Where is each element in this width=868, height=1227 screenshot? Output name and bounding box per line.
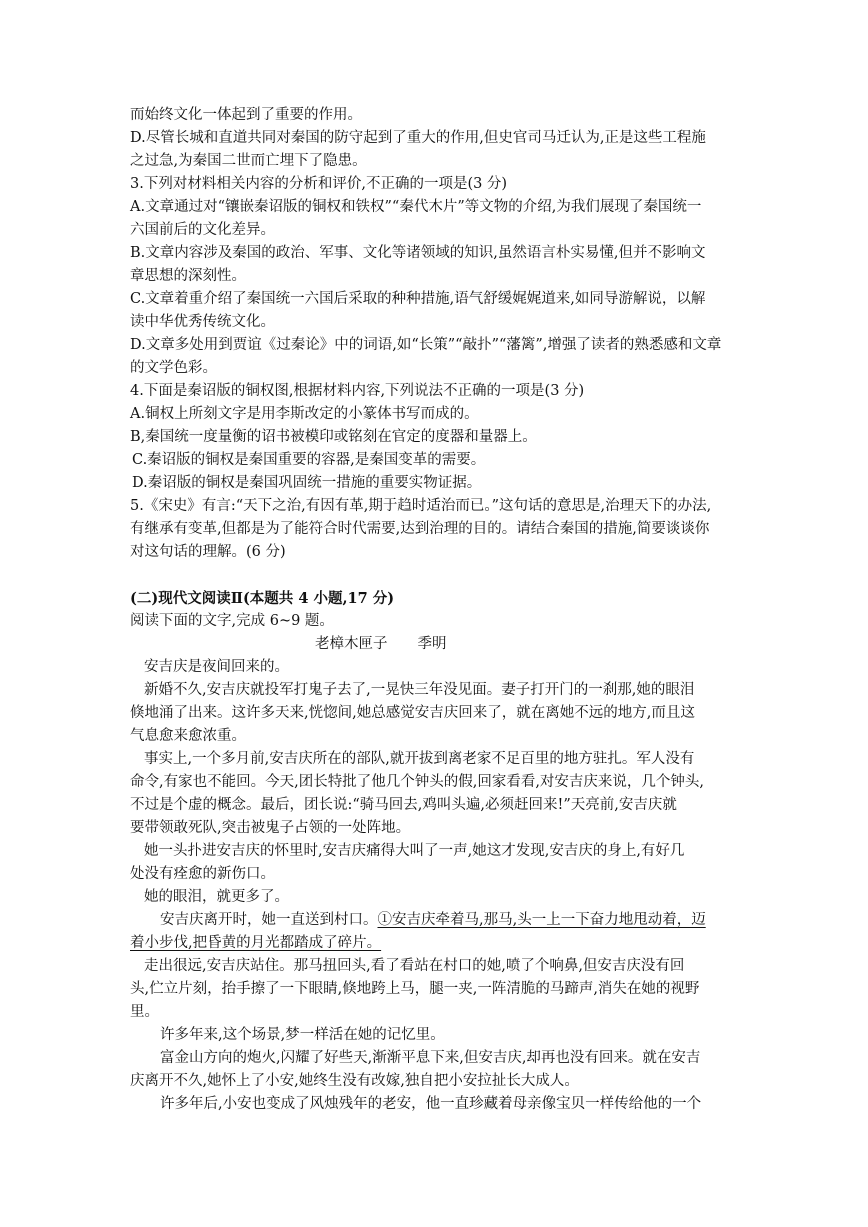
story-paragraph: 许多年来,这个场景,梦一样活在她的记忆里。: [160, 1027, 445, 1043]
text-line: 六国前后的文化差异。: [130, 222, 275, 238]
story-paragraph: 她的眼泪，就更多了。: [144, 889, 289, 905]
option-b: B.文章内容涉及秦国的政治、军事、文化等诸领域的知识,虽然语言朴实易懂,但并不影响文: [130, 245, 706, 261]
story-paragraph: [130, 909, 742, 932]
story-line: 气息愈来愈浓重。: [130, 728, 246, 744]
option-b: B,秦国统一度量衡的诏书被模印或铭刻在官定的度器和量器上。: [130, 429, 537, 445]
story-line: 倏地涌了出来。这许多天来,恍惚间,她总感觉安吉庆回来了，就在离她不远的地方,而且这: [130, 705, 695, 721]
story-paragraph: 事实上,一个多月前,安吉庆所在的部队,就开拔到离老家不足百里的地方驻扎。军人没有: [144, 751, 695, 767]
text-line: 对这句话的理解。(6 分): [130, 544, 286, 560]
section-heading: (二)现代文阅读Ⅱ(本题共 4 小题,17 分): [130, 590, 395, 607]
story-line: 不过是个虚的概念。最后，团长说:“骑马回去,鸡叫头遍,必须赶回来!”天亮前,安吉庆就: [130, 797, 677, 813]
option-a: A.铜权上所刻文字是用李斯改定的小篆体书写而成的。: [130, 406, 479, 422]
story-line: 庆离开不久,她怀上了小安,她终生没有改嫁,独自把小安拉扯长大成人。: [130, 1073, 579, 1089]
option-c: C.秦诏版的铜权是秦国重要的容器,是秦国变革的需要。: [132, 452, 486, 468]
story-line: [130, 932, 742, 955]
option-d: D.文章多处用到贾谊《过秦论》中的词语,如“长策”“敲扑”“藩篱”,增强了读者的熟悉感和文章: [130, 337, 722, 353]
option-d: D.秦诏版的铜权是秦国巩固统一措施的重要实物证据。: [132, 475, 482, 491]
story-author: 季明: [417, 636, 447, 652]
text-line: 的文学色彩。: [130, 360, 217, 376]
text-line: 有继承有变革,但都是为了能符合时代需要,达到治理的目的。请结合秦国的措施,简要谈谈你: [130, 521, 710, 537]
story-line: 里。: [130, 1004, 159, 1020]
story-line: 头,伫立片刻，抬手擦了一下眼睛,倏地跨上马，腿一夹,一阵清脆的马蹄声,消失在她的视野: [130, 981, 700, 997]
story-paragraph: 许多年后,小安也变成了风烛残年的老安，他一直珍藏着母亲像宝贝一样传给他的一个: [160, 1096, 702, 1112]
story-title: 老樟木匣子: [315, 636, 388, 652]
underlined-passage-1-cont: 着小步伐,把昏黄的月光都踏成了碎片。: [130, 935, 382, 951]
story-paragraph: 安吉庆是夜间回来的。: [144, 659, 289, 675]
question-5: 5.《宋史》有言:“天下之治,有因有革,期于趋时适治而已。”这句话的意思是,治理天下的办法,: [130, 498, 712, 514]
story-line: 命令,有家也不能回。今天,团长特批了他几个钟头的假,回家看看,对安吉庆来说，几个钟头,: [130, 774, 705, 790]
document-page: [130, 104, 742, 1116]
story-paragraph: 她一头扑进安吉庆的怀里时,安吉庆痛得大叫了一声,她这才发现,安吉庆的身上,有好几: [144, 843, 685, 859]
story-line: 要带领敢死队,突击被鬼子占领的一处阵地。: [130, 820, 411, 836]
question-3: 3.下列对材料相关内容的分析和评价,不正确的一项是(3 分): [130, 176, 508, 192]
story-paragraph: 新婚不久,安吉庆就投军打鬼子去了,一晃快三年没见面。妻子打开门的一刹那,她的眼泪: [144, 682, 695, 698]
section-instruction: 阅读下面的文字,完成 6~9 题。: [130, 613, 334, 629]
spacer: [130, 564, 742, 587]
question-4: 4.下面是秦诏版的铜权图,根据材料内容,下列说法不正确的一项是(3 分): [130, 383, 585, 399]
story-paragraph: 走出很远,安吉庆站住。那马扭回头,看了看站在村口的她,喷了个响鼻,但安吉庆没有回: [144, 958, 685, 974]
text-line: D.尽管长城和直道共同对秦国的防守起到了重大的作用,但史官司马迁认为,正是这些工程施: [130, 130, 706, 146]
story-title-line: [130, 633, 742, 656]
story-line: 处没有痊愈的新伤口。: [130, 866, 275, 882]
text-line: 之过急,为秦国二世而亡埋下了隐患。: [130, 153, 367, 169]
text-line: 读中华优秀传统文化。: [130, 314, 275, 330]
story-paragraph: 富金山方向的炮火,闪耀了好些天,渐渐平息下来,但安吉庆,却再也没有回来。就在安吉: [160, 1050, 701, 1066]
option-a: A.文章通过对“镶嵌秦诏版的铜权和铁权”“秦代木片”等文物的介绍,为我们展现了秦国统一: [130, 199, 702, 215]
underlined-passage-1: ①安吉庆牵着马,那马,头一上一下奋力地甩动着，迈: [377, 912, 706, 928]
text-line: 而始终文化一体起到了重要的作用。: [130, 107, 362, 123]
option-c: C.文章着重介绍了秦国统一六国后采取的种种措施,语气舒缓娓娓道来,如同导游解说，以解: [130, 291, 706, 307]
story-text: 安吉庆离开时，她一直送到村口。: [160, 912, 378, 928]
text-line: 章思想的深刻性。: [130, 268, 246, 284]
